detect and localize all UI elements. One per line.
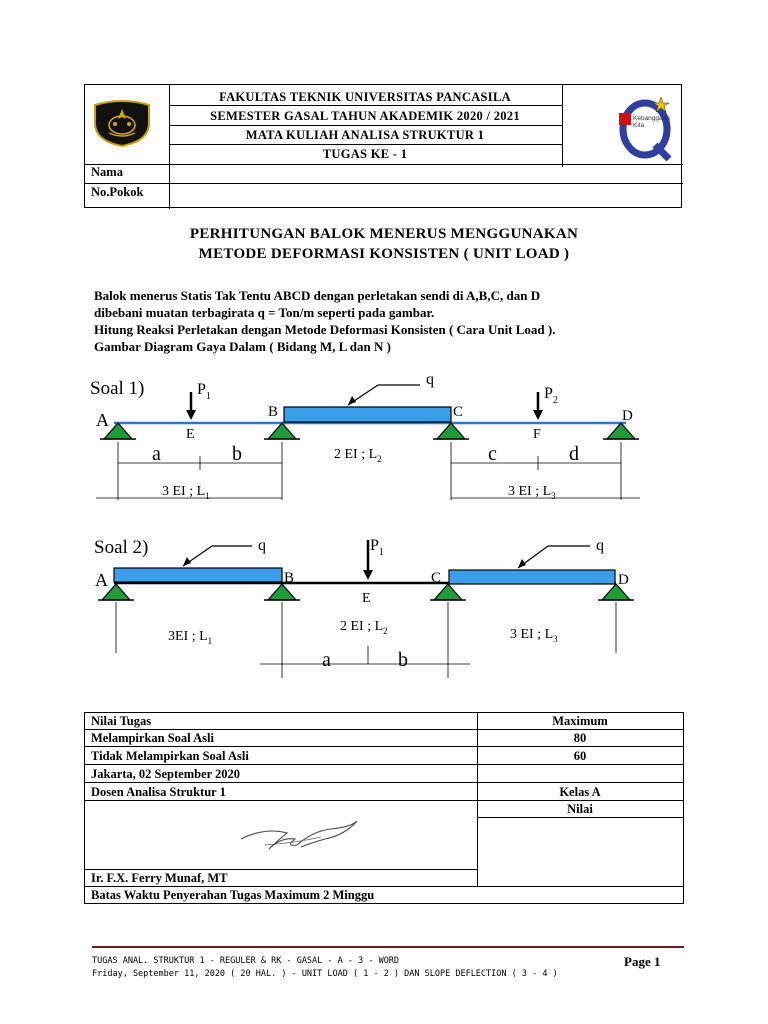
assignment-number: TUGAS KE - 1 — [322, 147, 408, 161]
soal1-node-b: B — [268, 404, 279, 420]
soal2-node-c: C — [431, 570, 442, 586]
soal1-mid-span: 2 EI ; $L_2$ — [334, 447, 382, 464]
kelas-label: Kelas A — [559, 785, 601, 799]
soal2-node-e: E — [362, 591, 371, 606]
soal2-p1-arrow-icon — [363, 570, 373, 580]
soal2-left-span: 3EI ; $L_1$ — [168, 629, 213, 646]
row2-value: 60 — [573, 749, 587, 763]
footer-rule — [92, 946, 684, 948]
university-logo — [91, 99, 153, 147]
soal2-mid-span: 2 EI ; $L_2$ — [340, 619, 388, 636]
soal1-node-e: E — [186, 427, 195, 442]
soal2-diagram — [0, 528, 768, 688]
soal1-p1-arrow-icon — [186, 410, 196, 420]
soal2-right-span: 3 EI ; $L_3$ — [510, 627, 558, 644]
soal1-p2-arrow-icon — [533, 410, 543, 420]
soal2-dim-b: b — [398, 649, 408, 671]
name-label: Nama — [91, 165, 123, 179]
maximum-label: Maximum — [552, 714, 608, 728]
soal1-diagram — [0, 360, 768, 520]
description-line-2: dibebani muatan terbagirata q = Ton/m seperti pada gambar. — [94, 305, 435, 320]
soal2-label: Soal 2) — [94, 537, 149, 558]
date-label: Jakarta, 02 September 2020 — [91, 767, 241, 781]
faculty-name: FAKULTAS TEKNIK UNIVERSITAS PANCASILA — [219, 90, 511, 104]
soal2-dim-a: a — [322, 649, 331, 671]
soal1-dim-c: c — [488, 443, 497, 465]
soal2-support-b-icon — [264, 584, 300, 600]
soal1-support-d-icon — [603, 423, 639, 439]
description-line-1: Balok menerus Statis Tak Tentu ABCD dengan perletakan sendi di A,B,C, dan D — [94, 288, 541, 303]
soal2-left-distributed-load — [114, 568, 282, 582]
row2-label: Tidak Melampirkan Soal Asli — [91, 749, 249, 763]
soal2-q-right-arrow-icon — [518, 559, 526, 568]
soal1-distributed-load — [284, 407, 451, 422]
lecturer-name: Ir. F.X. Ferry Munaf, MT — [91, 871, 228, 885]
soal2-support-c-icon — [430, 584, 466, 600]
row1-value: 80 — [573, 731, 587, 745]
soal1-q-label: q — [426, 371, 434, 388]
soal1-label: Soal 1) — [90, 378, 145, 399]
soal1-p1-label: $P_1$ — [197, 381, 211, 402]
logo-tagline: Kebanggaan Kita — [633, 115, 670, 129]
soal1-node-a: A — [96, 410, 109, 430]
soal1-dim-a: a — [152, 443, 161, 465]
soal2-right-distributed-load — [449, 570, 615, 584]
row1-label: Melampirkan Soal Asli — [91, 731, 214, 745]
soal2-q-left-arrow-icon — [183, 557, 191, 566]
soal1-node-d: D — [622, 408, 633, 424]
soal2-node-d: D — [618, 572, 629, 588]
course-name: MATA KULIAH ANALISA STRUKTUR 1 — [245, 128, 485, 142]
soal2-q-left-label: q — [258, 537, 266, 554]
soal2-node-b: B — [284, 570, 295, 586]
soal2-q-right-label: q — [596, 537, 604, 554]
soal1-q-arrow-icon — [348, 396, 356, 405]
soal1-left-span: 3 EI ; $L_1$ — [162, 484, 210, 501]
deadline-text: Batas Waktu Penyerahan Tugas Maximum 2 Minggu — [91, 888, 375, 902]
description-line-4: Gambar Diagram Gaya Dalam ( Bidang M, L dan N ) — [94, 339, 391, 354]
dosen-label: Dosen Analisa Struktur 1 — [91, 785, 226, 799]
grading-table — [84, 712, 684, 904]
nilai-tugas-label: Nilai Tugas — [91, 714, 152, 728]
signature — [235, 809, 365, 859]
soal1-support-b-icon — [264, 423, 300, 439]
soal1-right-span: 3 EI ; $L_3$ — [508, 484, 556, 501]
soal1-dim-d: d — [569, 443, 579, 465]
soal2-p1-label: $P_1$ — [370, 537, 384, 558]
soal1-p2-label: $P_2$ — [544, 385, 558, 406]
page-number: Page 1 — [624, 954, 661, 969]
header-table — [84, 84, 682, 208]
soal1-node-f: F — [533, 427, 541, 442]
soal1-node-c: C — [453, 404, 464, 420]
semester-label: SEMESTER GASAL TAHUN AKADEMIK 2020 / 2021 — [210, 109, 520, 123]
soal1-dim-b: b — [232, 443, 242, 465]
footer-line-2: Friday, September 11, 2020 ( 20 HAL. ) - UNIT LOAD ( 1 - 2 ) DAN SLOPE DEFLECTION ( 3 - 4 ) — [92, 969, 558, 979]
soal1-support-c-icon — [433, 423, 469, 439]
footer-line-1: TUGAS ANAL. STRUKTUR 1 - REGULER & RK - GASAL - A - 3 - WORD — [92, 956, 400, 966]
nilai-label: Nilai — [567, 802, 593, 816]
soal2-node-a: A — [95, 570, 108, 590]
description-line-3: Hitung Reaksi Perletakan dengan Metode Deformasi Konsisten ( Cara Unit Load ). — [94, 322, 556, 337]
id-label: No.Pokok — [91, 185, 144, 199]
title-line-2: METODE DEFORMASI KONSISTEN ( UNIT LOAD ) — [198, 246, 570, 262]
title-line-1: PERHITUNGAN BALOK MENERUS MENGGUNAKAN — [189, 226, 579, 242]
